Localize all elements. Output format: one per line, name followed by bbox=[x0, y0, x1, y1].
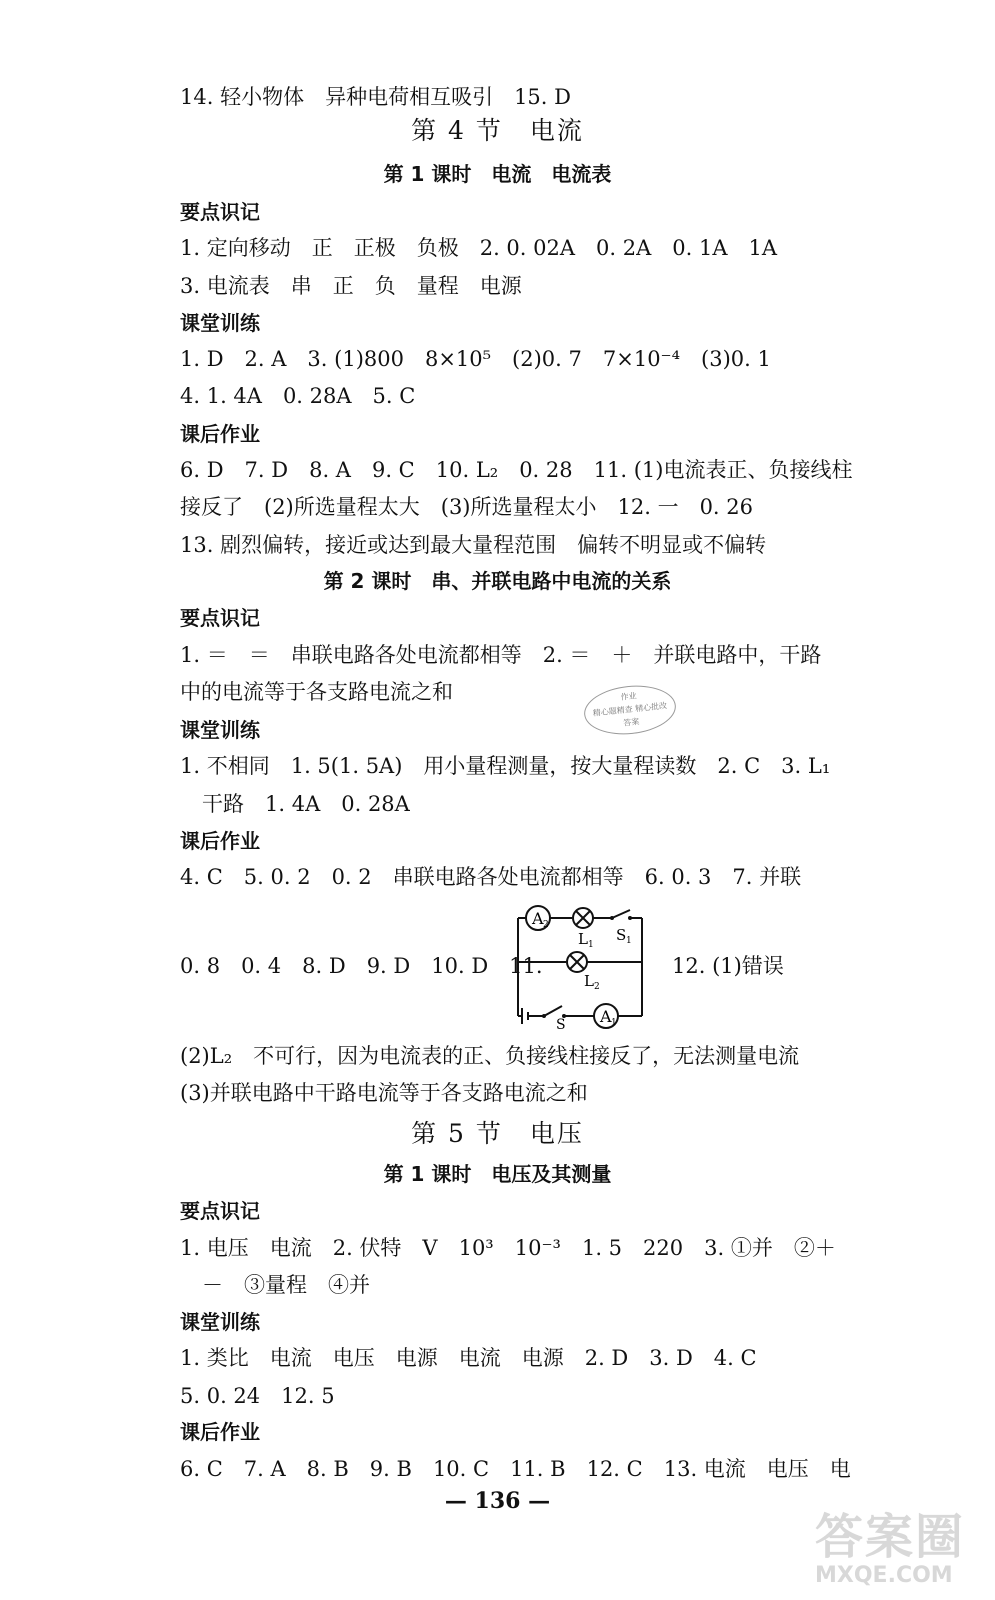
answer-line: (3)并联电路中干路电流等于各支路电流之和 bbox=[180, 1081, 588, 1105]
subheading-homework: 课后作业 bbox=[180, 1420, 260, 1444]
svg-text:1: 1 bbox=[588, 940, 594, 950]
section-title-4: 第 4 节 电流 bbox=[411, 116, 584, 145]
answer-line-14: 14. 轻小物体 异种电荷相互吸引 15. D bbox=[180, 85, 571, 109]
page-number: — 136 — bbox=[444, 1488, 551, 1514]
subheading-class-practice: 课堂训练 bbox=[180, 311, 260, 335]
answer-line: 3. 电流表 串 正 负 量程 电源 bbox=[180, 274, 522, 298]
ammeter-a1-label: A bbox=[600, 1007, 612, 1026]
watermark-logo: 答案圈 MXQE.COM bbox=[815, 1509, 966, 1588]
answer-line: 1. 不相同 1. 5(1. 5A) 用小量程测量，按大量程读数 2. C 3. L₁ bbox=[180, 754, 831, 778]
subheading-key-points: 要点识记 bbox=[180, 200, 260, 224]
answer-line: 6. C 7. A 8. B 9. B 10. C 11. B 12. C 13. 电流 电压 电 bbox=[180, 1457, 851, 1481]
section-title-5: 第 5 节 电压 bbox=[411, 1119, 584, 1148]
lesson-title-4-2: 第 2 课时 串、并联电路中电流的关系 bbox=[323, 569, 672, 593]
subheading-key-points: 要点识记 bbox=[180, 1199, 260, 1223]
switch-s1-label: S bbox=[616, 926, 627, 944]
answer-line: 1. 类比 电流 电压 电源 电流 电源 2. D 3. D 4. C bbox=[180, 1346, 757, 1370]
answer-line: 1. D 2. A 3. (1)800 8×10⁵ (2)0. 7 7×10⁻⁴ (3)0. 1 bbox=[180, 347, 771, 371]
svg-text:2: 2 bbox=[543, 920, 549, 930]
answer-line: 1. ＝ ＝ 串联电路各处电流都相等 2. ＝ ＋ 并联电路中，干路 bbox=[180, 643, 822, 667]
lamp-l1-label: L bbox=[578, 930, 588, 948]
subheading-homework: 课后作业 bbox=[180, 422, 260, 446]
subheading-class-practice: 课堂训练 bbox=[180, 718, 260, 742]
answer-line: 6. D 7. D 8. A 9. C 10. L₂ 0. 28 11. (1)电流表正、负接线柱 bbox=[180, 458, 853, 482]
circuit-diagram bbox=[508, 898, 656, 1030]
answer-line: 4. C 5. 0. 2 0. 2 串联电路各处电流都相等 6. 0. 3 7. 并联 bbox=[180, 865, 802, 889]
answer-line: 13. 剧烈偏转，接近或达到最大量程范围 偏转不明显或不偏转 bbox=[180, 533, 767, 557]
answer-line: 1. 定向移动 正 正极 负极 2. 0. 02A 0. 2A 0. 1A 1A bbox=[180, 236, 778, 260]
answer-line: － ③量程 ④并 bbox=[202, 1273, 370, 1297]
lesson-title-4-1: 第 1 课时 电流 电流表 bbox=[383, 162, 612, 186]
answer-line: (2)L₂ 不可行，因为电流表的正、负接线柱接反了，无法测量电流 bbox=[180, 1044, 800, 1068]
subheading-key-points: 要点识记 bbox=[180, 606, 260, 630]
svg-text:1: 1 bbox=[626, 936, 632, 946]
answer-line: 4. 1. 4A 0. 28A 5. C bbox=[180, 384, 416, 408]
lamp-l2-label: L bbox=[584, 972, 594, 990]
svg-text:2: 2 bbox=[594, 982, 600, 992]
answer-line: 1. 电压 电流 2. 伏特 V 10³ 10⁻³ 1. 5 220 3. ①并 ②＋ bbox=[180, 1236, 836, 1260]
answer-line: 0. 8 0. 4 8. D 9. D 10. D 11. bbox=[180, 954, 543, 978]
subheading-class-practice: 课堂训练 bbox=[180, 1310, 260, 1334]
answer-line: 5. 0. 24 12. 5 bbox=[180, 1384, 335, 1408]
answer-line: 干路 1. 4A 0. 28A bbox=[202, 792, 410, 816]
ammeter-a2-label: A bbox=[532, 909, 544, 928]
answer-line: 12. (1)错误 bbox=[672, 954, 784, 978]
answer-line: 中的电流等于各支路电流之和 bbox=[180, 680, 453, 704]
answer-line: 接反了 (2)所选量程太大 (3)所选量程太小 12. 一 0. 26 bbox=[180, 495, 753, 519]
svg-text:1: 1 bbox=[611, 1018, 617, 1028]
seal-stamp: 作业 精心题精查 精心批改 答案 bbox=[582, 681, 679, 738]
subheading-homework: 课后作业 bbox=[180, 829, 260, 853]
lesson-title-5-1: 第 1 课时 电压及其测量 bbox=[383, 1162, 612, 1186]
switch-s-label: S bbox=[556, 1017, 566, 1030]
